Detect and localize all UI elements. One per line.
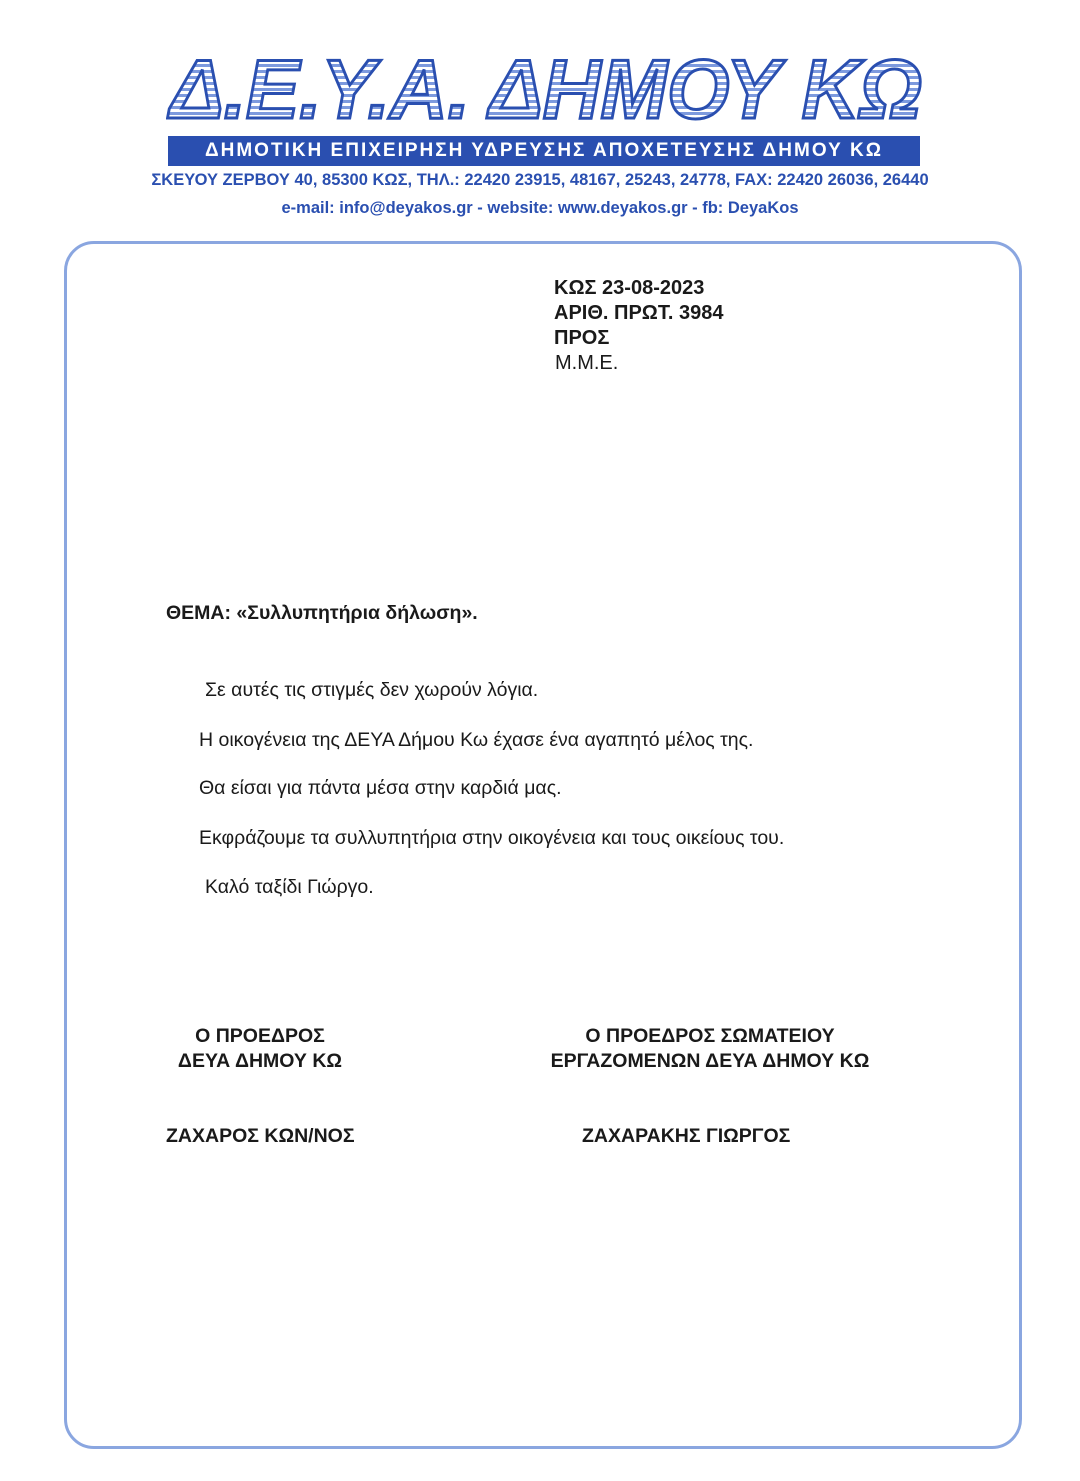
signature-left-title xyxy=(160,1024,360,1074)
body-paragraph: Εκφράζουμε τα συλλυπητήρια στην οικογένεια και τους οικείους του. xyxy=(199,827,785,849)
header-banner: ΔΗΜΟΤΙΚΗ ΕΠΙΧΕΙΡΗΣΗ ΥΔΡΕΥΣΗΣ ΑΠΟΧΕΤΕΥΣΗΣ ΔΗΜΟΥ ΚΩ xyxy=(168,136,920,166)
letter-meta xyxy=(554,276,723,376)
subject-line: ΘΕΜΑ: «Συλλυπητήρια δήλωση». xyxy=(166,602,478,624)
signature-left-title1: Ο ΠΡΟΕΔΡΟΣ xyxy=(195,1025,325,1047)
to-label: ΠΡΟΣ xyxy=(554,327,610,349)
protocol-number: ΑΡΙΘ. ΠΡΩΤ. 3984 xyxy=(554,302,724,324)
logo-text: Δ.Ε.Υ.Α. ΔΗΜΟΥ ΚΩ xyxy=(167,52,922,128)
signature-right-name: ΖΑΧΑΡΑΚΗΣ ΓΙΩΡΓΟΣ xyxy=(582,1125,791,1147)
body-paragraph: Θα είσαι για πάντα μέσα στην καρδιά μας. xyxy=(199,777,562,799)
signature-right-title xyxy=(520,1024,900,1074)
letter-date: ΚΩΣ 23-08-2023 xyxy=(554,277,705,299)
body-paragraph: Η οικογένεια της ΔΕΥΑ Δήμου Κω έχασε ένα αγαπητό μέλος της. xyxy=(199,729,754,751)
signature-left-name: ΖΑΧΑΡΟΣ ΚΩΝ/ΝΟΣ xyxy=(166,1125,355,1147)
address-line: ΣΚΕΥΟΥ ΖΕΡΒΟΥ 40, 85300 ΚΩΣ, ΤΗΛ.: 22420 23915, 48167, 25243, 24778, FAX: 22420 26036, 26440 xyxy=(151,171,929,189)
logo xyxy=(166,52,926,128)
logo-graphic xyxy=(166,52,926,128)
signature-right-title1: Ο ΠΡΟΕΔΡΟΣ ΣΩΜΑΤΕΙΟΥ xyxy=(585,1025,835,1047)
signature-left-title2: ΔΕΥΑ ΔΗΜΟΥ ΚΩ xyxy=(177,1050,343,1072)
body-paragraph: Καλό ταξίδι Γιώργο. xyxy=(205,876,374,898)
body-paragraph: Σε αυτές τις στιγμές δεν χωρούν λόγια. xyxy=(205,679,539,701)
web-line: e-mail: info@deyakos.gr - website: www.deyakos.gr - fb: DeyaKos xyxy=(281,199,799,217)
signature-right-title2: ΕΡΓΑΖΟΜΕΝΩΝ ΔΕΥΑ ΔΗΜΟΥ ΚΩ xyxy=(550,1050,870,1072)
recipient: Μ.Μ.Ε. xyxy=(555,352,619,374)
